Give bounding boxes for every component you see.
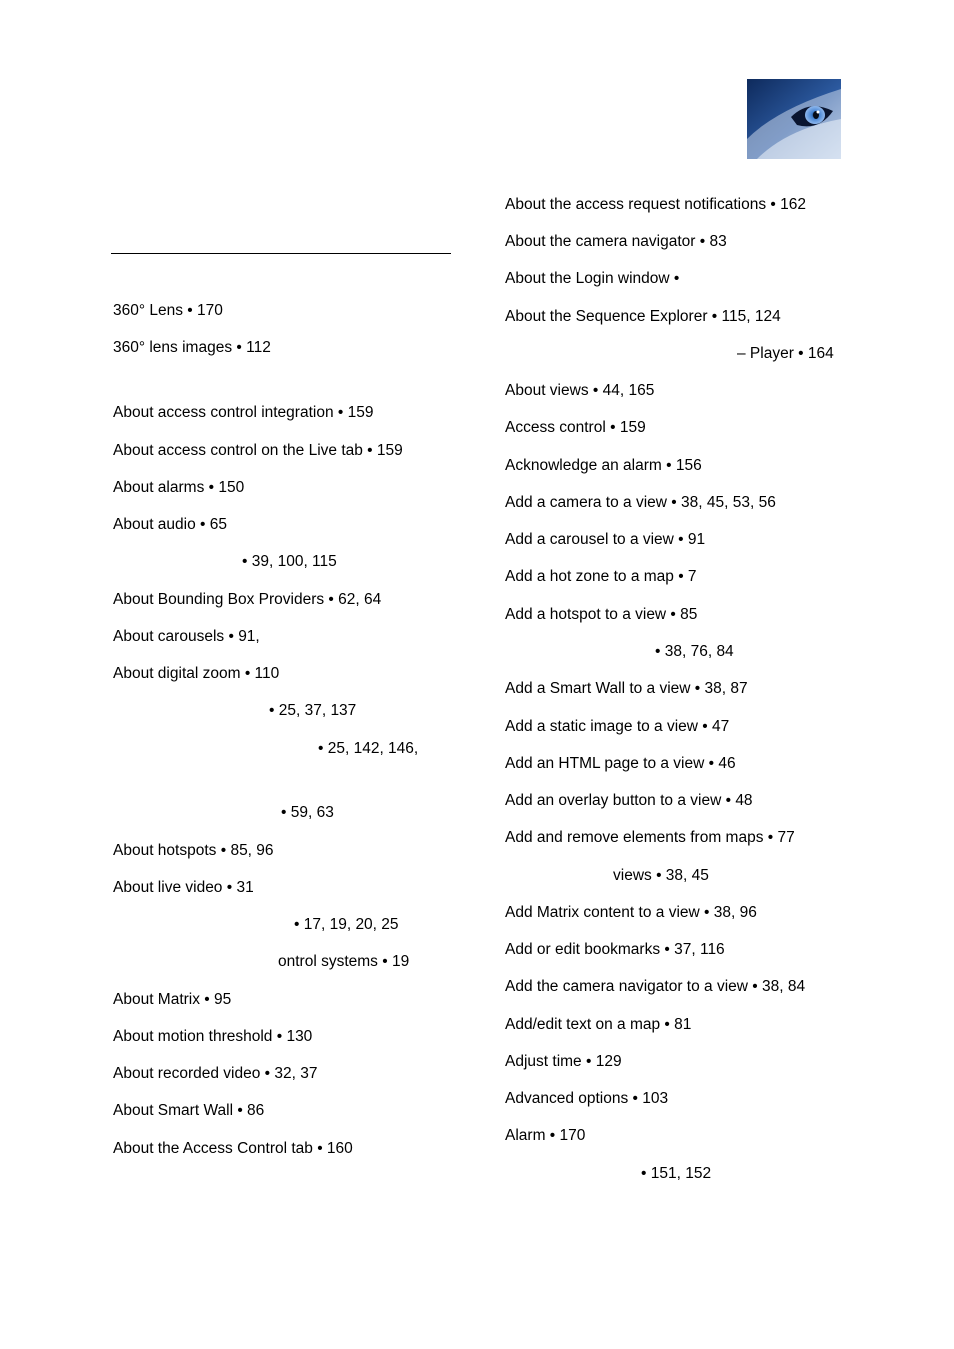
index-entry: – Player • 164 xyxy=(737,345,834,362)
index-entry: About live video • 31 xyxy=(113,879,254,896)
index-entry: About alarms • 150 xyxy=(113,479,245,496)
index-entry: • 59, 63 xyxy=(281,804,334,821)
index-entry: • 38, 76, 84 xyxy=(655,643,734,660)
index-entry: About views • 44, 165 xyxy=(505,382,655,399)
index-entry: About digital zoom • 110 xyxy=(113,665,280,682)
index-entry: About access control on the Live tab • 159 xyxy=(113,442,403,459)
index-entry: About recorded video • 32, 37 xyxy=(113,1065,318,1082)
index-entry: About the Login window • xyxy=(505,270,680,287)
index-entry: Add and remove elements from maps • 77 xyxy=(505,829,795,846)
index-entry: Advanced options • 103 xyxy=(505,1090,669,1107)
index-entry: Add an HTML page to a view • 46 xyxy=(505,755,736,772)
index-entry: 360° lens images • 112 xyxy=(113,339,271,356)
index-entry: Acknowledge an alarm • 156 xyxy=(505,457,702,474)
index-entry: • 151, 152 xyxy=(641,1165,712,1182)
index-entry: Add Matrix content to a view • 38, 96 xyxy=(505,904,757,921)
wolf-eye-logo xyxy=(747,79,841,159)
index-entry: • 25, 142, 146, xyxy=(318,740,419,757)
index-entry: Add or edit bookmarks • 37, 116 xyxy=(505,941,725,958)
index-entry: About Bounding Box Providers • 62, 64 xyxy=(113,591,382,608)
index-entry: About the camera navigator • 83 xyxy=(505,233,727,250)
index-entry: Add/edit text on a map • 81 xyxy=(505,1016,692,1033)
index-entry: Add an overlay button to a view • 48 xyxy=(505,792,753,809)
index-entry: Add a hot zone to a map • 7 xyxy=(505,568,697,585)
index-entry: About access control integration • 159 xyxy=(113,404,374,421)
index-entry: • 25, 37, 137 xyxy=(269,702,357,719)
index-entry: Alarm • 170 xyxy=(505,1127,586,1144)
index-entry: 360° Lens • 170 xyxy=(113,302,223,319)
index-entry: Add a Smart Wall to a view • 38, 87 xyxy=(505,680,748,697)
index-entry: Add a camera to a view • 38, 45, 53, 56 xyxy=(505,494,776,511)
index-entry: About Matrix • 95 xyxy=(113,991,232,1008)
index-entry: • 17, 19, 20, 25 xyxy=(294,916,399,933)
index-entry: Access control • 159 xyxy=(505,419,646,436)
index-entry: About Smart Wall • 86 xyxy=(113,1102,265,1119)
index-entry: About audio • 65 xyxy=(113,516,228,533)
index-entry: • 39, 100, 115 xyxy=(242,553,337,570)
index-entry: About the access request notifications • 162 xyxy=(505,196,806,213)
index-entry: About the Access Control tab • 160 xyxy=(113,1140,353,1157)
index-entry: Add a static image to a view • 47 xyxy=(505,718,730,735)
index-entry: ontrol systems • 19 xyxy=(278,953,410,970)
index-entry: About carousels • 91, xyxy=(113,628,260,645)
index-entry: Add the camera navigator to a view • 38, 84 xyxy=(505,978,806,995)
index-entry: Add a carousel to a view • 91 xyxy=(505,531,706,548)
index-entry: Adjust time • 129 xyxy=(505,1053,622,1070)
index-entry: About the Sequence Explorer • 115, 124 xyxy=(505,308,781,325)
header-rule xyxy=(111,253,451,254)
index-entry: views • 38, 45 xyxy=(613,867,709,884)
index-entry: About motion threshold • 130 xyxy=(113,1028,313,1045)
index-entry: About hotspots • 85, 96 xyxy=(113,842,274,859)
index-entry: Add a hotspot to a view • 85 xyxy=(505,606,698,623)
